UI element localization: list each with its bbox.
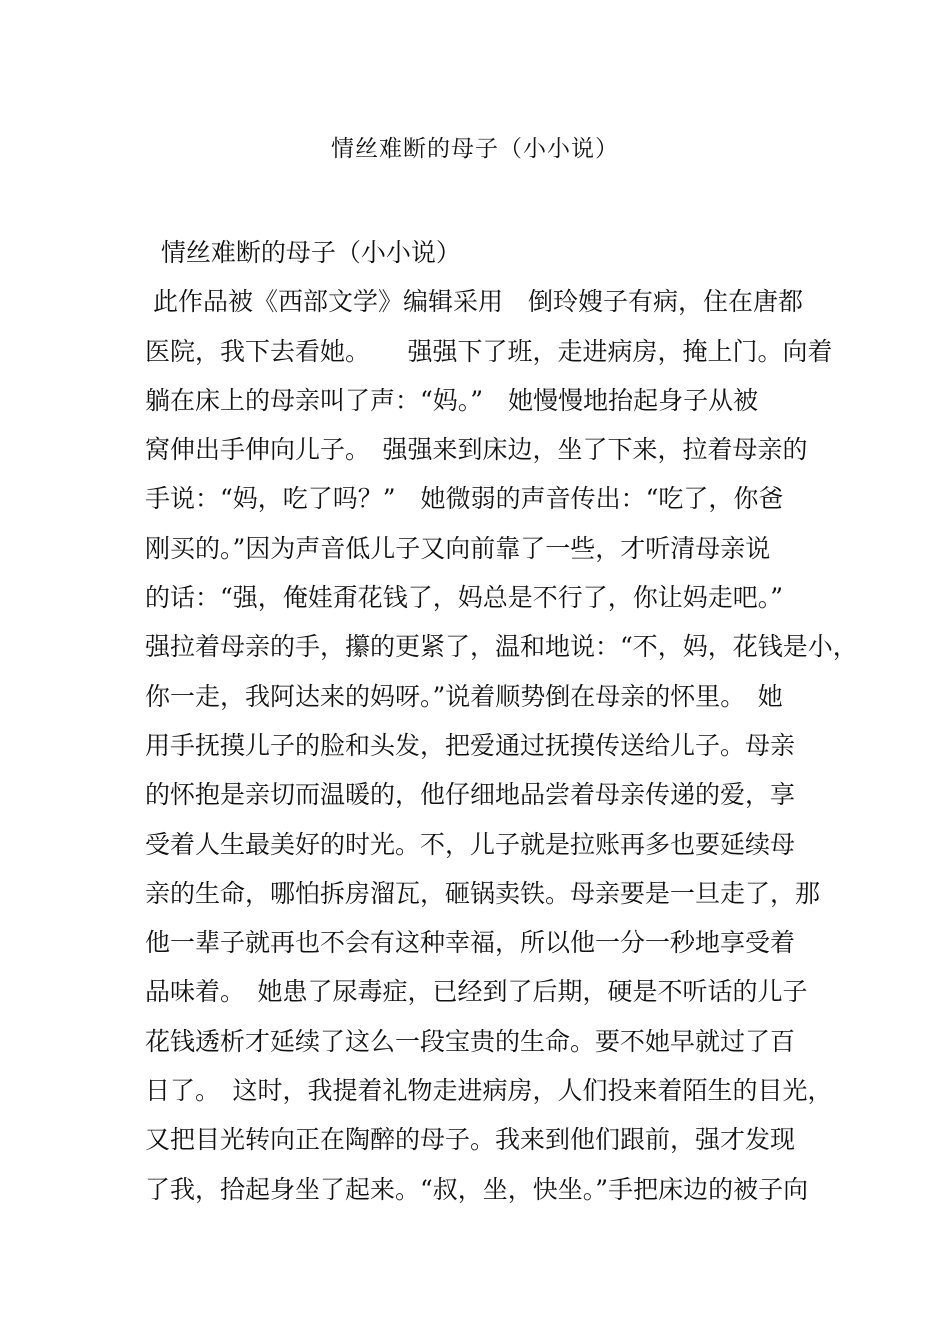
document-title: 情丝难断的母子（小小说）	[331, 136, 619, 162]
text-line: 花钱透析才延续了这么一段宝贵的生命。要不她早就过了百	[145, 1026, 796, 1056]
text-line: 医院，我下去看她。 强强下了班，走进病房，掩上门。向着	[145, 336, 833, 366]
text-line: 强拉着母亲的手，攥的更紧了，温和地说：“不，妈，花钱是小，	[145, 632, 858, 662]
body-text	[145, 228, 858, 1214]
text-line: 品味着。 她患了尿毒症，已经到了后期，硬是不听话的儿子	[145, 977, 808, 1007]
text-line: 躺在床上的母亲叫了声：“妈。” 她慢慢地抬起身子从被	[145, 385, 759, 415]
text-line: 用手抚摸儿子的脸和头发，把爱通过抚摸传送给儿子。母亲	[145, 730, 796, 760]
text-line: 的怀抱是亲切而温暖的，他仔细地品尝着母亲传递的爱，享	[145, 780, 796, 810]
text-line: 窝伸出手伸向儿子。 强强来到床边，坐了下来，拉着母亲的	[145, 435, 808, 465]
text-line: 情丝难断的母子（小小说）	[145, 238, 461, 267]
text-line: 亲的生命，哪怕拆房溜瓦，砸锅卖铁。母亲要是一旦走了，那	[145, 878, 821, 908]
text-line: 你一走，我阿达来的妈呀。”说着顺势倒在母亲的怀里。 她	[145, 681, 783, 711]
text-line: 了我，拾起身坐了起来。“叔，坐，快坐。”手把床边的被子向	[145, 1174, 809, 1204]
text-line: 受着人生最美好的时光。不，儿子就是拉账再多也要延续母	[145, 829, 796, 859]
text-line: 又把目光转向正在陶醉的母子。我来到他们跟前，强才发现	[145, 1125, 796, 1155]
text-line: 的话：“强，俺娃甭花钱了，妈总是不行了，你让妈走吧。”	[145, 583, 784, 613]
text-line: 他一辈子就再也不会有这种幸福，所以他一分一秒地享受着	[145, 928, 796, 958]
text-line: 手说：“妈，吃了吗？” 她微弱的声音传出：“吃了，你爸	[145, 484, 784, 514]
text-line: 日了。 这时，我提着礼物走进病房，人们投来着陌生的目光，	[145, 1076, 833, 1106]
text-line: 刚买的。”因为声音低儿子又向前靠了一些，才听清母亲说	[145, 533, 771, 563]
text-line: 此作品被《西部文学》编辑采用 倒玲嫂子有病，住在唐都	[145, 287, 803, 317]
